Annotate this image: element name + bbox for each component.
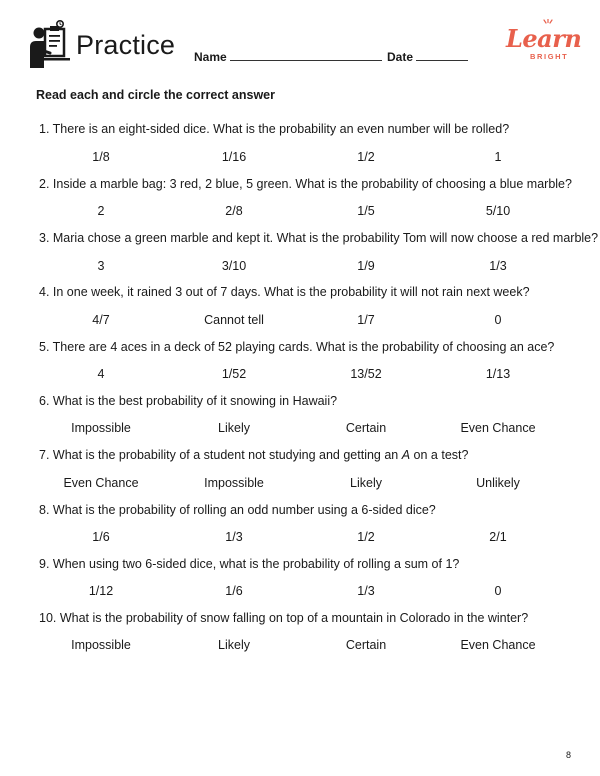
q8-option-b[interactable]: 1/3 [225, 530, 243, 544]
practice-title: Practice [76, 30, 176, 60]
q10-option-b[interactable]: Likely [218, 638, 250, 652]
question-2: 2. Inside a marble bag: 3 red, 2 blue, 5 green. What is the probability of choosing a blue marble? [39, 177, 572, 191]
q7-option-a[interactable]: Even Chance [63, 476, 139, 490]
q1-option-c[interactable]: 1/2 [357, 150, 375, 164]
question-8: 8. What is the probability of rolling an odd number using a 6-sided dice? [39, 503, 436, 517]
question-9: 9. When using two 6-sided dice, what is the probability of rolling a sum of 1? [39, 557, 460, 571]
q5-option-d[interactable]: 1/13 [485, 367, 511, 381]
q7-option-d[interactable]: Unlikely [476, 476, 520, 490]
q4-option-a[interactable]: 4/7 [92, 313, 110, 327]
name-field[interactable] [194, 48, 382, 64]
q8-option-c[interactable]: 1/2 [357, 530, 375, 544]
question-7-text-after: on a test? [410, 448, 469, 462]
q3-option-a[interactable]: 3 [97, 259, 105, 273]
q2-option-b[interactable]: 2/8 [225, 204, 243, 218]
question-7-italic-grade: A [401, 448, 411, 462]
question-1: 1. There is an eight-sided dice. What is the probability an even number will be rolled? [39, 122, 510, 136]
q2-option-a[interactable]: 2 [97, 204, 105, 218]
q9-option-d[interactable]: 0 [494, 584, 502, 598]
question-10: 10. What is the probability of snow falling on top of a mountain in Colorado in the winter? [39, 611, 529, 625]
q4-option-d[interactable]: 0 [494, 313, 502, 327]
date-line[interactable] [416, 48, 468, 61]
q10-option-a[interactable]: Impossible [71, 638, 131, 652]
question-7 [39, 448, 468, 462]
q5-option-c[interactable]: 13/52 [350, 367, 382, 381]
q1-option-b[interactable]: 1/16 [221, 150, 247, 164]
q6-option-a[interactable]: Impossible [71, 421, 131, 435]
question-4: 4. In one week, it rained 3 out of 7 days. What is the probability it will not rain next week? [39, 285, 530, 299]
q1-option-a[interactable]: 1/8 [92, 150, 110, 164]
date-field[interactable] [387, 48, 468, 64]
q6-option-b[interactable]: Likely [218, 421, 250, 435]
question-3: 3. Maria chose a green marble and kept it. What is the probability Tom will now choose a red marble? [39, 231, 599, 245]
question-5: 5. There are 4 aces in a deck of 52 playing cards. What is the probability of choosing an ace? [39, 340, 555, 354]
q7-option-b[interactable]: Impossible [204, 476, 264, 490]
name-label: Name [194, 50, 227, 64]
q6-option-c[interactable]: Certain [345, 421, 387, 435]
q5-option-b[interactable]: 1/52 [221, 367, 247, 381]
q9-option-c[interactable]: 1/3 [357, 584, 375, 598]
date-label: Date [387, 50, 414, 64]
question-7-text-before: 7. What is the probability of a student not studying and getting an [39, 448, 402, 462]
q5-option-a[interactable]: 4 [97, 367, 105, 381]
q8-option-d[interactable]: 2/1 [489, 530, 507, 544]
q4-option-b[interactable]: Cannot tell [204, 313, 264, 327]
page-number: 8 [566, 750, 572, 760]
q3-option-d[interactable]: 1/3 [489, 259, 507, 273]
q10-option-d[interactable]: Even Chance [460, 638, 536, 652]
q1-option-d[interactable]: 1 [494, 150, 502, 164]
q3-option-c[interactable]: 1/9 [357, 259, 375, 273]
logo-word: Learn [506, 24, 582, 53]
q3-option-b[interactable]: 3/10 [221, 259, 247, 273]
teacher-clipboard-icon [28, 20, 72, 70]
question-6: 6. What is the best probability of it snowing in Hawaii? [39, 394, 338, 408]
name-line[interactable] [230, 48, 382, 61]
logo-subtitle: BRIGHT [530, 52, 569, 61]
q2-option-d[interactable]: 5/10 [485, 204, 511, 218]
q6-option-d[interactable]: Even Chance [460, 421, 536, 435]
q7-option-c[interactable]: Likely [350, 476, 382, 490]
q2-option-c[interactable]: 1/5 [357, 204, 375, 218]
q9-option-b[interactable]: 1/6 [225, 584, 243, 598]
q9-option-a[interactable]: 1/12 [88, 584, 114, 598]
q10-option-c[interactable]: Certain [345, 638, 387, 652]
learn-bright-logo [506, 24, 582, 64]
instructions: Read each and circle the correct answer [36, 88, 275, 102]
worksheet-header [0, 0, 600, 80]
logo-sparkle-icon [543, 19, 553, 27]
q8-option-a[interactable]: 1/6 [92, 530, 110, 544]
q4-option-c[interactable]: 1/7 [357, 313, 375, 327]
